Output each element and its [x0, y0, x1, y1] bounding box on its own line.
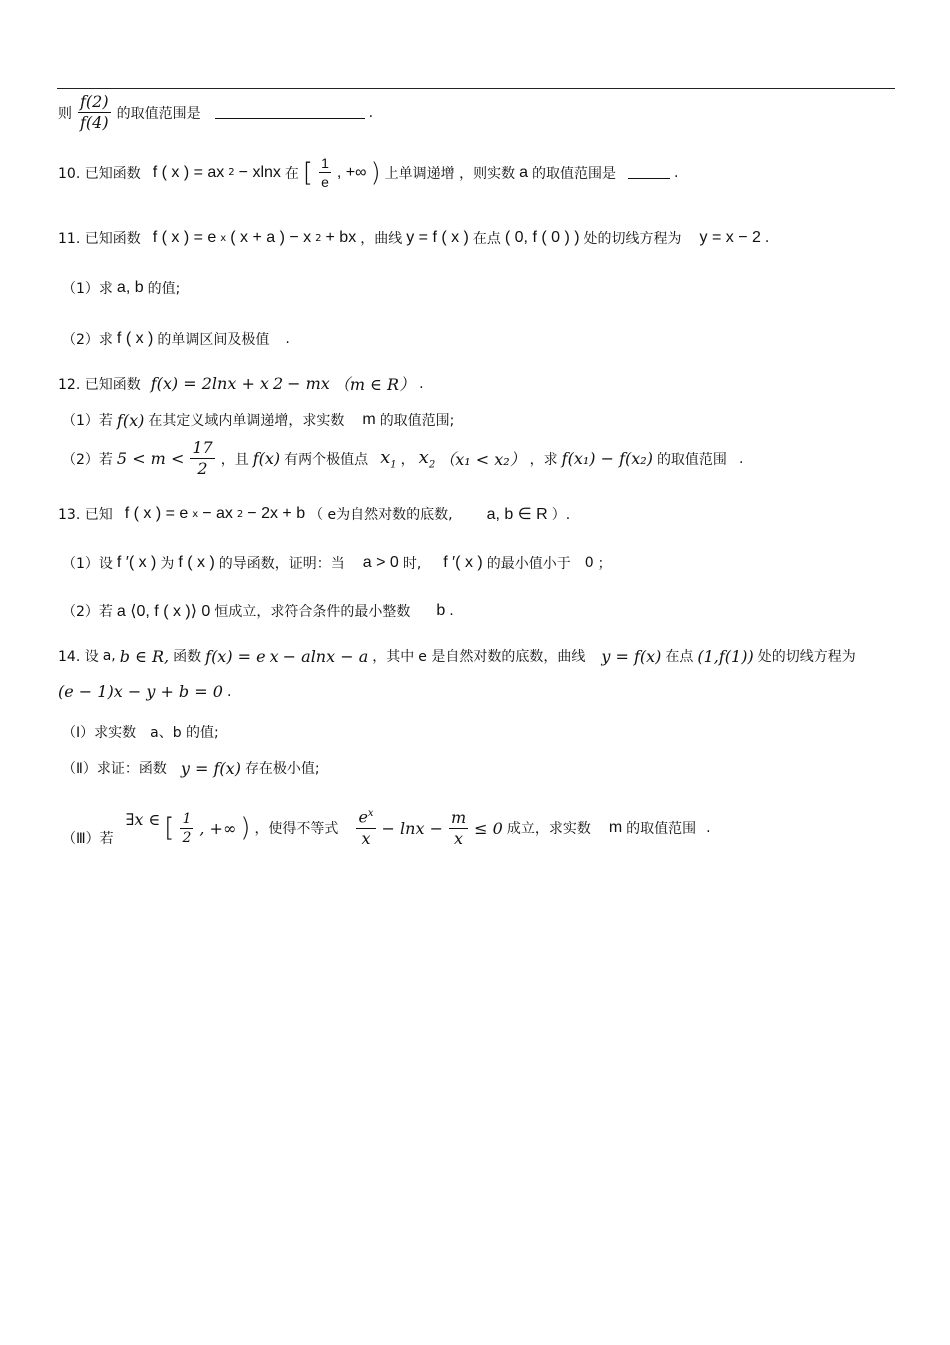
math-sup: x [367, 808, 374, 820]
text: 的值; [147, 281, 181, 297]
text: 存在极小值; [244, 761, 320, 777]
q10-line [58, 156, 678, 189]
math: − xlnx [238, 163, 281, 181]
text: ，曲线 [360, 231, 403, 247]
math-sup: 2 [236, 508, 244, 520]
q11-line [58, 228, 769, 248]
q14-line2 [58, 682, 231, 701]
part-label: （2）求 [62, 332, 113, 348]
math-sup: x [269, 646, 279, 666]
text: 恒成立，求符合条件的最小整数 [214, 604, 411, 620]
math: x [418, 446, 429, 468]
frac-den: x [454, 828, 464, 848]
math: y = f(x) [601, 646, 662, 666]
math: f(x) [116, 410, 145, 430]
text: . [368, 104, 374, 121]
fraction [78, 94, 111, 131]
math: − 2x + b [247, 505, 306, 522]
math: f ( x ) = ax [152, 163, 225, 181]
math: a, [102, 648, 116, 664]
fraction [449, 807, 468, 848]
math: m [608, 819, 623, 836]
question-label: 10. 已知函数 [58, 165, 141, 182]
math: ( 0, f ( 0 ) ) [504, 229, 580, 246]
frac-num: 17 [192, 438, 213, 457]
math: − mx [287, 374, 330, 393]
q14-part1 [62, 722, 219, 742]
text: 的取值范围是 [532, 165, 617, 182]
text: 上单调递增 ，则实数 [384, 165, 516, 182]
question-label: 11. 已知函数 [58, 231, 141, 247]
frac-num: m [450, 807, 467, 827]
bracket: ) [370, 157, 381, 188]
q14-line [58, 646, 856, 666]
part-label: （2）若 [62, 451, 113, 468]
math: a, b ∈ R [486, 506, 548, 523]
math: m [362, 411, 376, 428]
math: f ′( x ) [443, 554, 483, 571]
math: y = f(x) [180, 758, 241, 778]
math-sup: 2 [272, 374, 284, 393]
fraction [356, 809, 375, 846]
text: 的取值范围 [656, 451, 727, 468]
frac-den: f(4) [80, 113, 109, 132]
text: 在点 [665, 649, 694, 665]
math: f ( x ) [178, 554, 215, 571]
q14-part3 [62, 800, 711, 856]
math-sup: 2 [228, 167, 235, 178]
part-label: （2）若 [62, 604, 113, 620]
fraction [190, 440, 214, 477]
text: 为 [160, 556, 175, 572]
part-label: （Ⅰ）求实数 [62, 725, 137, 741]
text: ）. [551, 507, 571, 523]
math: f ( x ) [116, 330, 154, 347]
text: ，其中 [372, 649, 415, 665]
math: （m ∈ R） [333, 375, 416, 394]
math: ≤ 0 [474, 818, 503, 838]
text: . [764, 230, 770, 246]
text: 0 [584, 555, 594, 571]
part-label: （1）设 [62, 556, 113, 572]
math-sub: 2 [428, 459, 436, 471]
question-label: 12. 已知函数 [58, 376, 141, 393]
text: 在 [284, 165, 299, 182]
math: − alnx − a [282, 646, 369, 666]
frac-num: 1 [321, 155, 329, 171]
math: f(x) = 2lnx + x [150, 374, 269, 393]
math: y = f ( x ) [406, 229, 469, 246]
text: 在点 [472, 231, 501, 247]
q12-part1 [62, 410, 454, 430]
bracket: [ [164, 813, 175, 843]
frac-den: e [321, 174, 329, 190]
math: f ( x ) = e [152, 229, 217, 246]
text: 的取值范围 [626, 821, 697, 837]
text: 则 [58, 105, 72, 122]
frac-num: f(2) [80, 92, 109, 111]
answer-blank [628, 166, 670, 179]
math: f(x₁) − f(x₂) [561, 449, 653, 468]
math: − ax [202, 505, 233, 522]
text: e 是自然对数的底数，曲线 [418, 649, 586, 665]
math: − lnx − [381, 818, 443, 838]
text: 的最小值小于 [486, 556, 571, 572]
bracket: ) [240, 813, 251, 843]
math-sup: 2 [315, 232, 322, 244]
text: 处的切线方程为 [757, 649, 856, 665]
q12-part2 [62, 440, 743, 477]
math: ∃x ∈ [125, 809, 161, 829]
q13-line [58, 504, 570, 524]
math: （x₁ < x₂） [439, 450, 526, 469]
q13-part1 [62, 553, 612, 573]
text: . [226, 683, 232, 700]
frac-den: x [361, 828, 371, 848]
math: x [380, 446, 391, 468]
text: . [285, 331, 290, 347]
text: 的取值范围; [379, 413, 455, 429]
math: b ∈ R, [119, 646, 170, 666]
part-label: （Ⅱ）求证：函数 [62, 761, 167, 777]
part-label: （1）求 [62, 281, 113, 297]
text: 的取值范围是 [116, 105, 201, 122]
text: ； [597, 556, 612, 572]
text: ，且 [220, 451, 249, 468]
text: （ e为自然对数的底数, [309, 507, 453, 523]
math-sub: 1 [390, 459, 397, 471]
frac-den: 2 [197, 459, 208, 478]
q11-part1 [62, 278, 180, 298]
text: . [419, 375, 424, 392]
text: 有两个极值点 [284, 451, 369, 468]
q9-line [58, 94, 373, 131]
math: 5 < m < [116, 449, 185, 468]
text: . [706, 820, 711, 836]
q12-line [58, 372, 424, 395]
text: a、b 的值; [150, 725, 219, 741]
math: b [436, 602, 446, 619]
math: f ( x ) = e [124, 505, 189, 522]
math: , +∞ [199, 818, 237, 838]
frac-den: 2 [182, 829, 192, 846]
text: 的导函数，证明：当 [218, 556, 345, 572]
math: , +∞ [336, 163, 367, 181]
bracket: [ [302, 157, 314, 188]
text: ，使得不等式 [254, 821, 339, 837]
text: ， [400, 451, 415, 468]
text: 时, [402, 556, 422, 572]
math-sup: x [192, 508, 199, 520]
fraction [319, 156, 331, 189]
math: f(x) [252, 449, 281, 468]
math: f(x) = e [205, 646, 266, 666]
fraction [180, 812, 193, 845]
math: y = x − 2 [699, 229, 761, 246]
text: ，求 [529, 451, 558, 468]
text: 成立，求实数 [506, 821, 591, 837]
part-label: （Ⅲ）若 [62, 831, 114, 847]
text: . [674, 164, 679, 181]
text: 处的切线方程为 [583, 231, 682, 247]
math: (e − 1)x − y + b = 0 [58, 682, 223, 701]
frac-num: 1 [182, 810, 192, 827]
text: 在其定义域内单调递增，求实数 [148, 413, 345, 429]
math: + bx [325, 229, 357, 246]
question-label: 13. 已知 [58, 507, 113, 523]
frac-num: e [358, 807, 368, 827]
math: ( x + a ) − x [230, 229, 312, 246]
math: a [519, 163, 529, 181]
math: a ⟨0, f ( x )⟩ 0 [116, 603, 211, 620]
header-rule [57, 88, 895, 89]
q14-part2 [62, 758, 320, 778]
text: . [738, 450, 744, 467]
text: 的单调区间及极值 [157, 332, 270, 348]
math: a > 0 [362, 554, 399, 571]
math-sup: x [220, 232, 227, 244]
part-label: （1）若 [62, 413, 113, 429]
math: f ′( x ) [116, 554, 157, 571]
math: a, b [116, 279, 144, 296]
q11-part2 [62, 329, 290, 349]
text: . [449, 603, 454, 619]
math: (1,f(1)) [697, 646, 754, 666]
text: 函数 [173, 649, 202, 665]
answer-blank [215, 106, 365, 119]
q13-part2 [62, 601, 454, 621]
question-label: 14. 设 [58, 649, 99, 665]
